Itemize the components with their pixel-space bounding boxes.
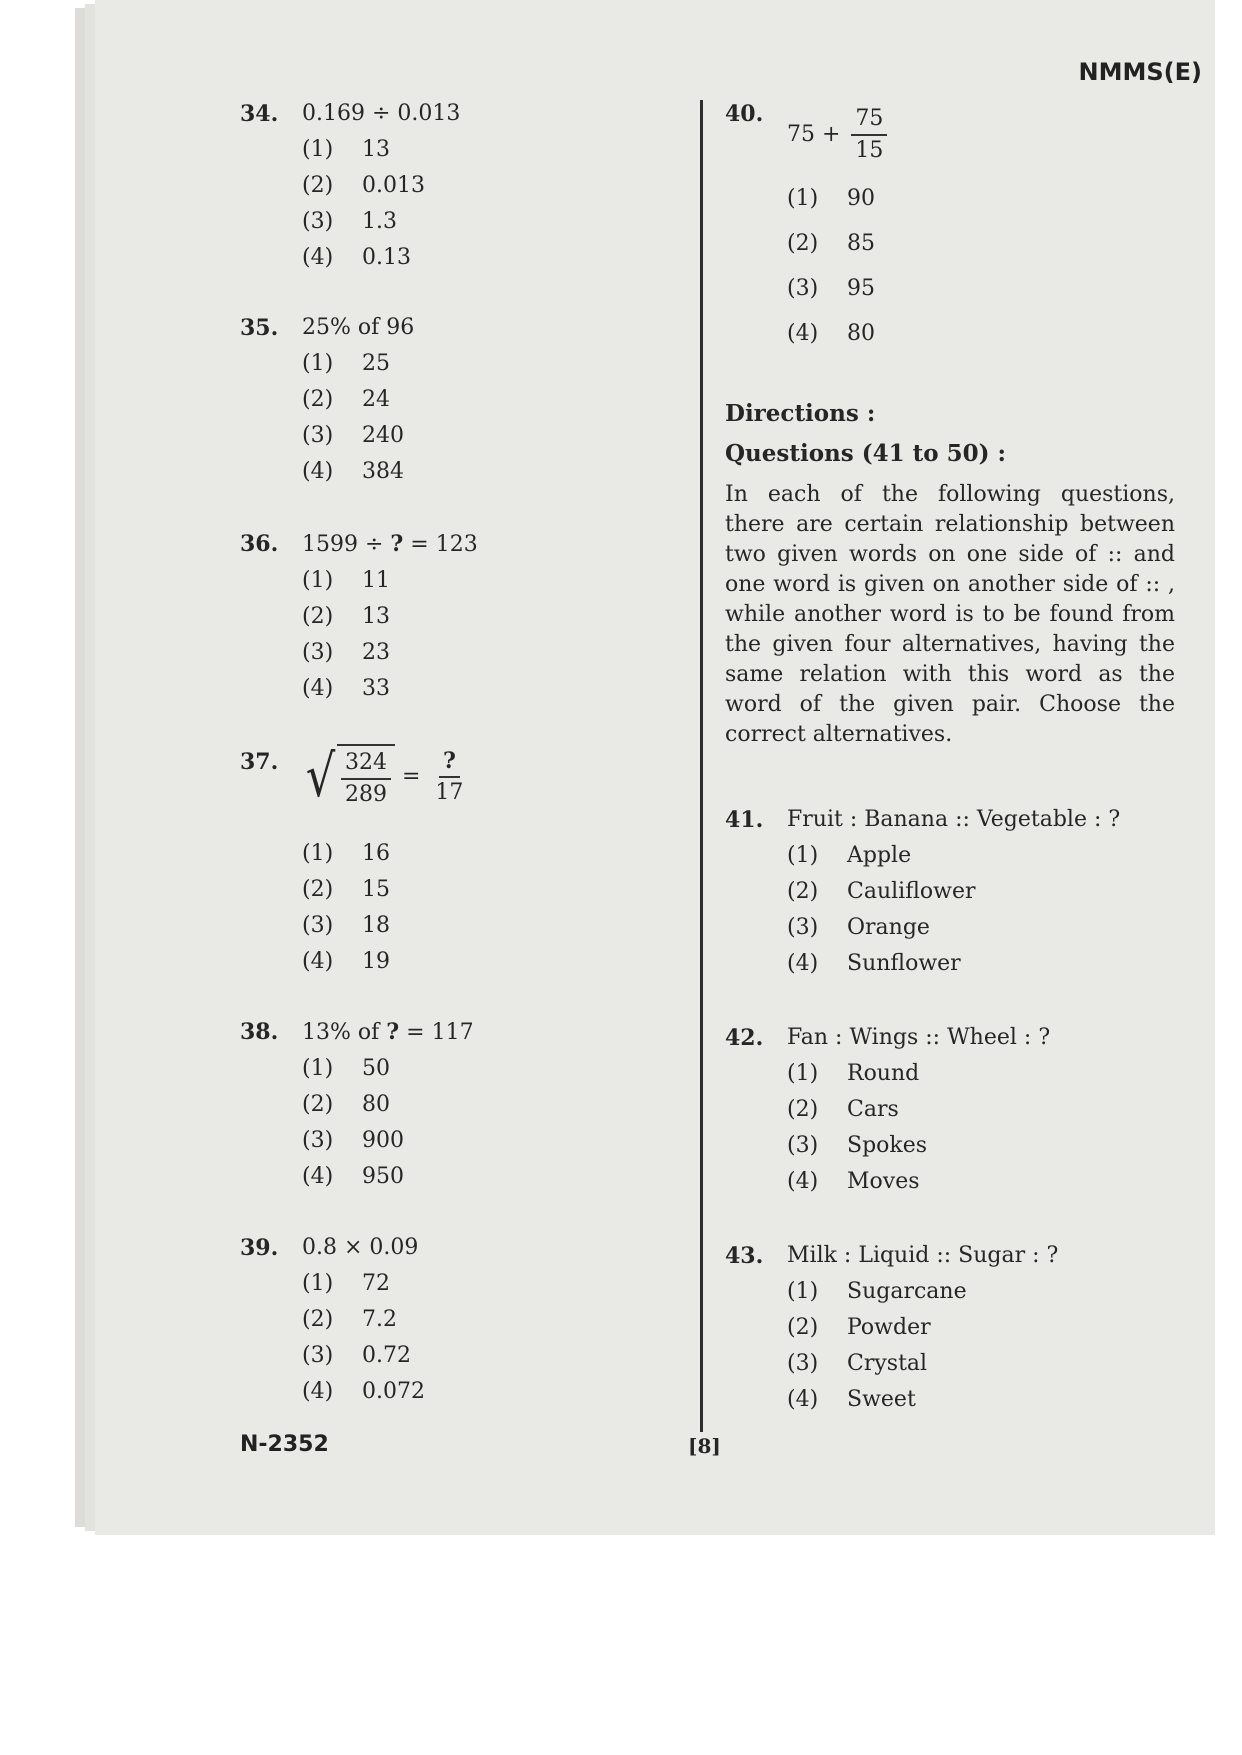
question-43 (725, 1238, 1175, 1418)
option[interactable] (302, 836, 680, 872)
option-number: (4) (302, 1164, 334, 1189)
question-stem: Milk : Liquid :: Sugar : ? (787, 1243, 1059, 1268)
stem-part: 13% of (302, 1020, 387, 1045)
option[interactable] (302, 872, 680, 908)
option[interactable] (302, 1087, 680, 1123)
option[interactable] (787, 1092, 1175, 1128)
fraction-denominator: 15 (855, 138, 884, 163)
fraction-numerator: 75 (851, 104, 887, 136)
option-text: 0.13 (362, 245, 411, 270)
option[interactable] (302, 1266, 680, 1302)
directions-block (725, 394, 1175, 750)
option-number: (2) (302, 604, 334, 629)
option[interactable] (302, 635, 680, 671)
option-number: (4) (302, 1379, 334, 1404)
option-number: (3) (302, 913, 334, 938)
option-text: 72 (362, 1271, 390, 1296)
option-number: (1) (787, 1279, 819, 1304)
option-number: (1) (302, 568, 334, 593)
option-text: 13 (362, 137, 390, 162)
question-41 (725, 802, 1175, 982)
option-text: 24 (362, 387, 390, 412)
option-number: (1) (787, 1061, 819, 1086)
option[interactable] (787, 221, 1175, 266)
option[interactable] (302, 563, 680, 599)
option[interactable] (787, 266, 1175, 311)
option-text: Sugarcane (847, 1279, 967, 1304)
option-number: (4) (302, 245, 334, 270)
option-number: (3) (302, 1128, 334, 1153)
page-number: [8] (688, 1434, 721, 1458)
option[interactable] (302, 454, 680, 490)
option-number: (2) (787, 879, 819, 904)
question-number: 37. (240, 749, 279, 775)
option[interactable] (302, 418, 680, 454)
question-number: 39. (240, 1235, 279, 1261)
question-number: 36. (240, 531, 279, 557)
option-number: (3) (302, 209, 334, 234)
question-38 (240, 1014, 680, 1195)
option[interactable] (787, 1164, 1175, 1200)
option[interactable] (787, 1310, 1175, 1346)
question-34 (240, 96, 680, 276)
option-text: 11 (362, 568, 390, 593)
option-number: (4) (787, 1387, 819, 1412)
option-number: (3) (302, 640, 334, 665)
square-root (302, 744, 395, 810)
option-text: Sweet (847, 1387, 916, 1412)
option-text: 15 (362, 877, 390, 902)
option-number: (3) (302, 423, 334, 448)
option-text: Apple (847, 843, 912, 868)
option-text: Sunflower (847, 951, 961, 976)
option-text: 7.2 (362, 1307, 397, 1332)
option-text: Powder (847, 1315, 931, 1340)
option-text: 16 (362, 841, 390, 866)
option[interactable] (302, 671, 680, 707)
option-number: (1) (787, 186, 819, 211)
question-stem (302, 526, 680, 563)
option[interactable] (787, 1346, 1175, 1382)
question-stem (302, 1014, 680, 1051)
option-number: (1) (302, 137, 334, 162)
option-text: 1.3 (362, 209, 397, 234)
option-number: (4) (787, 321, 819, 346)
footer-booklet-code: N-2352 (240, 1432, 329, 1457)
directions-subtitle: Questions (41 to 50) : (725, 440, 1006, 467)
fraction-denominator: 289 (344, 782, 387, 807)
option[interactable] (302, 132, 680, 168)
option[interactable] (787, 946, 1175, 982)
fraction-numerator: 324 (341, 748, 391, 780)
stem-part: 75 + (787, 122, 841, 147)
option-number: (2) (787, 1315, 819, 1340)
option-text: 80 (362, 1092, 390, 1117)
option-number: (2) (302, 877, 334, 902)
option[interactable] (302, 382, 680, 418)
option-text: 85 (847, 231, 875, 256)
fraction-numerator: ? (439, 746, 460, 778)
option-text: Moves (847, 1169, 920, 1194)
option-number: (3) (787, 1133, 819, 1158)
option-text: 50 (362, 1056, 390, 1081)
option-number: (4) (787, 951, 819, 976)
option-text: Spokes (847, 1133, 928, 1158)
question-number: 38. (240, 1019, 279, 1045)
option[interactable] (787, 1056, 1175, 1092)
option[interactable] (302, 1338, 680, 1374)
option-number: (3) (787, 1351, 819, 1376)
option[interactable] (787, 1382, 1175, 1418)
option-text: 384 (362, 459, 404, 484)
option[interactable] (787, 311, 1175, 356)
option[interactable] (302, 1159, 680, 1195)
option[interactable] (787, 1128, 1175, 1164)
option-number: (1) (302, 1056, 334, 1081)
question-stem: Fan : Wings :: Wheel : ? (787, 1025, 1051, 1050)
question-stem: 25% of 96 (302, 315, 415, 340)
option[interactable] (787, 1274, 1175, 1310)
option[interactable] (302, 204, 680, 240)
radical-sign-icon: √ (305, 742, 336, 810)
question-40 (725, 96, 1175, 356)
question-number: 34. (240, 101, 279, 127)
question-stem: 0.8 × 0.09 (302, 1235, 419, 1260)
question-number: 40. (725, 101, 764, 127)
option-text: Cauliflower (847, 879, 976, 904)
option-text: 0.013 (362, 173, 425, 198)
option-text: 18 (362, 913, 390, 938)
directions-title: Directions : (725, 400, 876, 427)
option-number: (4) (787, 1169, 819, 1194)
option[interactable] (302, 599, 680, 635)
option-text: 95 (847, 276, 875, 301)
option[interactable] (302, 1374, 680, 1410)
option-text: 23 (362, 640, 390, 665)
option-text: Orange (847, 915, 930, 940)
option-number: (3) (787, 915, 819, 940)
option-number: (1) (787, 843, 819, 868)
stem-part: 1599 ÷ (302, 532, 391, 557)
option-text: 80 (847, 321, 875, 346)
stem-unknown: ? (390, 531, 404, 557)
question-stem (787, 96, 1175, 166)
question-39 (240, 1230, 680, 1410)
option-text: 33 (362, 676, 390, 701)
option[interactable] (787, 176, 1175, 221)
option-number: (4) (302, 459, 334, 484)
question-number: 43. (725, 1243, 764, 1269)
option[interactable] (787, 874, 1175, 910)
option-number: (3) (787, 276, 819, 301)
option[interactable] (302, 240, 680, 276)
option-number: (2) (787, 1097, 819, 1122)
question-stem: Fruit : Banana :: Vegetable : ? (787, 807, 1121, 832)
option-text: 13 (362, 604, 390, 629)
option[interactable] (302, 908, 680, 944)
option-number: (1) (302, 841, 334, 866)
directions-text: In each of the following questions, there are certain relationship between two given words on one side of :: and one word is given on another side of :: , while another word is to be found from the given four alternatives, having the same relation with this word as the word of the given pair. Choose the correct alternatives. (725, 482, 1175, 747)
question-number: 42. (725, 1025, 764, 1051)
option[interactable] (787, 838, 1175, 874)
option-number: (2) (787, 231, 819, 256)
option[interactable] (302, 168, 680, 204)
stem-part: = 117 (399, 1020, 474, 1045)
option[interactable] (787, 910, 1175, 946)
option-number: (1) (302, 1271, 334, 1296)
question-stem: 0.169 ÷ 0.013 (302, 101, 461, 126)
option-number: (2) (302, 173, 334, 198)
option-text: 0.72 (362, 1343, 411, 1368)
option[interactable] (302, 346, 680, 382)
fraction-denominator: 17 (435, 780, 464, 805)
option-number: (3) (302, 1343, 334, 1368)
question-36 (240, 526, 680, 707)
header-exam-code: NMMS(E) (1078, 58, 1202, 86)
option-text: 950 (362, 1164, 404, 1189)
option-text: Cars (847, 1097, 899, 1122)
option-text: 240 (362, 423, 404, 448)
option-text: 0.072 (362, 1379, 425, 1404)
option-number: (2) (302, 1307, 334, 1332)
option-text: 19 (362, 949, 390, 974)
column-divider (700, 100, 703, 1432)
equals-sign: = (401, 764, 421, 789)
option[interactable] (302, 1123, 680, 1159)
option-number: (4) (302, 676, 334, 701)
option-text: 90 (847, 186, 875, 211)
question-37 (240, 744, 680, 980)
option[interactable] (302, 1051, 680, 1087)
question-35 (240, 310, 680, 490)
question-42 (725, 1020, 1175, 1200)
option[interactable] (302, 944, 680, 980)
question-number: 41. (725, 807, 764, 833)
option-text: 25 (362, 351, 390, 376)
option-number: (4) (302, 949, 334, 974)
option-text: 900 (362, 1128, 404, 1153)
stem-part: = 123 (403, 532, 478, 557)
option-number: (2) (302, 1092, 334, 1117)
question-stem (302, 744, 680, 810)
option-text: Crystal (847, 1351, 928, 1376)
option-text: Round (847, 1061, 920, 1086)
option-number: (1) (302, 351, 334, 376)
option-number: (2) (302, 387, 334, 412)
option[interactable] (302, 1302, 680, 1338)
question-number: 35. (240, 315, 279, 341)
stem-unknown: ? (386, 1019, 400, 1045)
